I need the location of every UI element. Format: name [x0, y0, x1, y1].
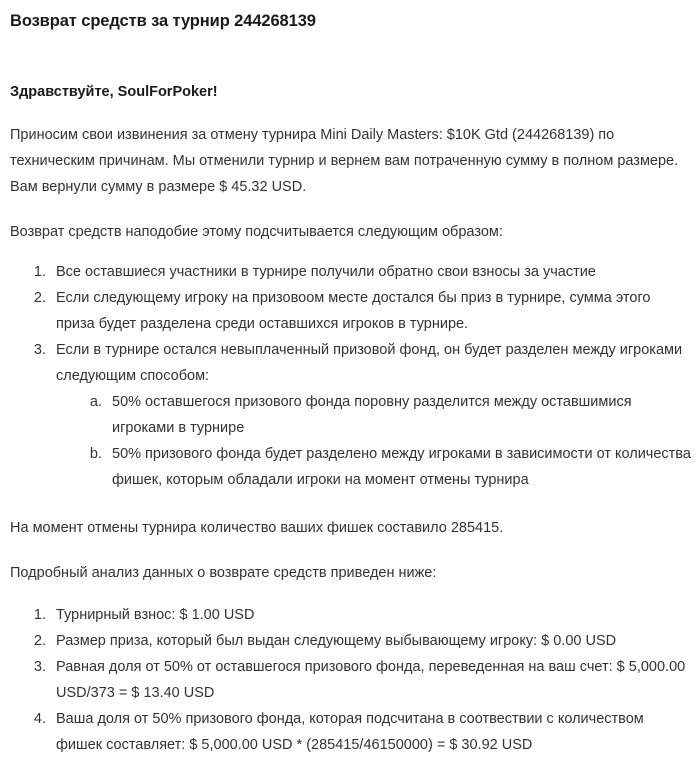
- sub-rule-text: 50% призового фонда будет разделено между игроками в зависимости от количества фишек, которым обладали игроки на момент отмены турнира: [112, 446, 691, 488]
- list-item: [50, 337, 692, 493]
- sub-rule-text: 50% оставшегося призового фонда поровну разделится между оставшимися игроками в турнире: [112, 394, 632, 436]
- rules-intro-paragraph: Возврат средств наподобие этому подсчитывается следующим образом:: [10, 224, 503, 240]
- refund-rules-list: [10, 259, 692, 493]
- refund-rules-sublist: [56, 389, 692, 493]
- refund-breakdown-list: [10, 602, 692, 758]
- list-item: [50, 706, 692, 758]
- rule-text: Если следующему игроку на призовоом месте достался бы приз в турнире, сумма этого приза будет разделена среди оставшихся игроков в турнире.: [56, 290, 651, 332]
- list-item: [106, 389, 692, 441]
- list-item: [106, 441, 692, 493]
- rule-text: Если в турнире остался невыплаченный призовой фонд, он будет разделен между игроками следующим способом:: [56, 342, 683, 384]
- breakdown-intro-paragraph: Подробный анализ данных о возврате средств приведен ниже:: [10, 565, 437, 581]
- list-item: [50, 285, 692, 337]
- list-item: [50, 602, 692, 628]
- list-item: [50, 628, 692, 654]
- breakdown-text: Турнирный взнос: $ 1.00 USD: [56, 607, 255, 623]
- greeting-line: Здравствуйте, SoulForPoker!: [10, 84, 218, 100]
- list-item: [50, 259, 692, 285]
- breakdown-text: Ваша доля от 50% призового фонда, которая подсчитана в соотвествии с количеством фишек составляет: $ 5,000.00 USD * (285415/46150000) = $ 30.92 USD: [56, 711, 644, 753]
- breakdown-text: Равная доля от 50% от оставшегося призового фонда, переведенная на ваш счет: $ 5,000.00 USD/373 = $ 13.40 USD: [56, 659, 686, 701]
- intro-paragraph: Приносим свои извинения за отмену турнира Mini Daily Masters: $10K Gtd (244268139) по техническим причинам. Мы отменили турнир и вернем вам потраченную сумму в полном размере. Вам вернули сумму в размере $ 45.32 USD.: [10, 127, 679, 195]
- rule-text: Все оставшиеся участники в турнире получили обратно свои взносы за участие: [56, 264, 596, 280]
- page-title: Возврат средств за турнир 244268139: [10, 12, 316, 30]
- list-item: [50, 654, 692, 706]
- breakdown-text: Размер приза, который был выдан следующему выбывающему игроку: $ 0.00 USD: [56, 633, 617, 649]
- chips-statement-paragraph: На момент отмены турнира количество ваших фишек составило 285415.: [10, 520, 504, 536]
